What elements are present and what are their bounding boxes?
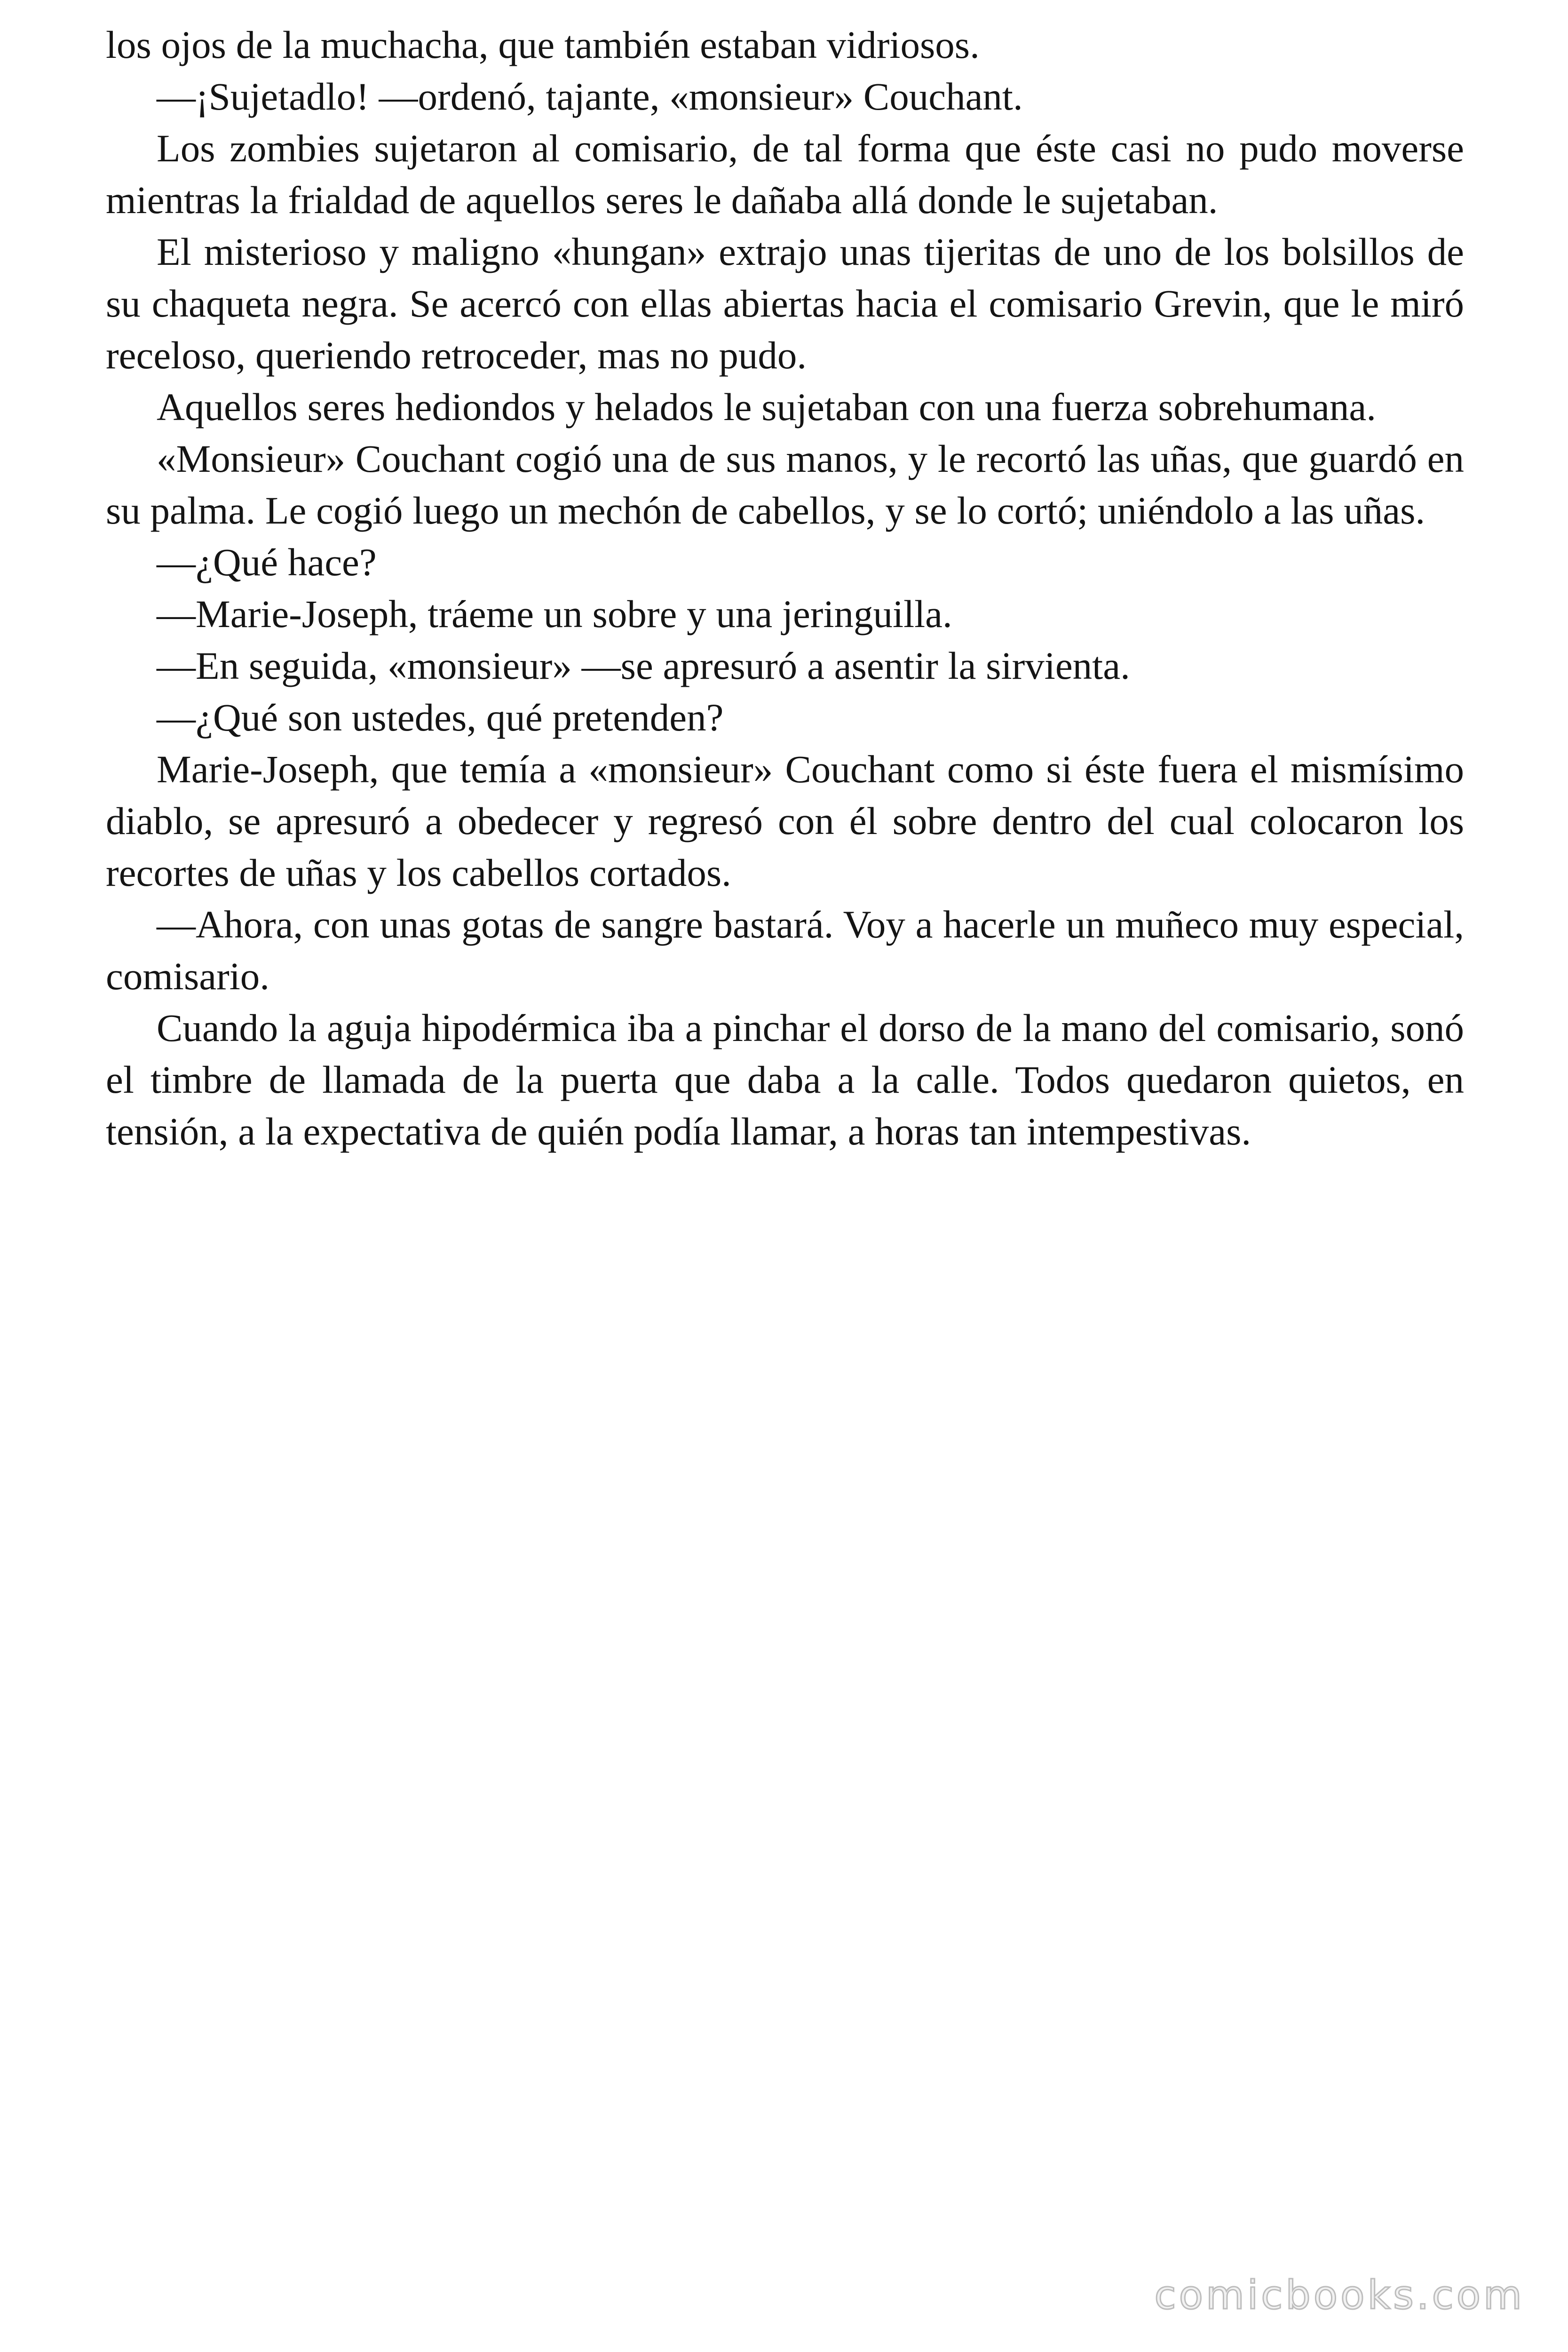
- paragraph: Aquellos seres hediondos y helados le sujetaban con una fuerza sobrehumana.: [157, 385, 1376, 429]
- paragraph-dialogue: —¡Sujetadlo! —ordenó, tajante, «monsieur» Couchant.: [157, 75, 1023, 118]
- paragraph-dialogue: —¿Qué son ustedes, qué pretenden?: [157, 696, 724, 739]
- paragraph: Los zombies sujetaron al comisario, de tal forma que éste casi no pudo moverse mientras la frialdad de aquellos seres le dañaba allá donde le sujetaban.: [106, 127, 1464, 222]
- paragraph: Marie-Joseph, que temía a «monsieur» Couchant como si éste fuera el mismísimo diablo, se apresuró a obedecer y regresó con él sobre dentro del cual colocaron los recortes de uñas y los cabellos cortados.: [106, 747, 1464, 894]
- page-body: [106, 19, 1464, 1157]
- paragraph: El misterioso y maligno «hungan» extrajo unas tijeritas de uno de los bolsillos de su chaqueta negra. Se acercó con ellas abiertas hacia el comisario Grevin, que le miró receloso, queriendo retroceder, mas no pudo.: [106, 230, 1464, 377]
- paragraph-continuation: los ojos de la muchacha, que también estaban vidriosos.: [106, 23, 980, 66]
- paragraph: «Monsieur» Couchant cogió una de sus manos, y le recortó las uñas, que guardó en su palma. Le cogió luego un mechón de cabellos, y se lo cortó; uniéndolo a las uñas.: [106, 437, 1464, 532]
- paragraph-dialogue: —¿Qué hace?: [157, 540, 377, 584]
- paragraph-dialogue: —Marie-Joseph, tráeme un sobre y una jeringuilla.: [157, 592, 952, 636]
- paragraph: Cuando la aguja hipodérmica iba a pinchar el dorso de la mano del comisario, sonó el timbre de llamada de la puerta que daba a la calle. Todos quedaron quietos, en tensión, a la expectativa de quién podía llamar, a horas tan intempestivas.: [106, 1006, 1464, 1153]
- paragraph-dialogue: —En seguida, «monsieur» —se apresuró a asentir la sirvienta.: [157, 644, 1130, 687]
- paragraph-dialogue: —Ahora, con unas gotas de sangre bastará. Voy a hacerle un muñeco muy especial, comisario.: [106, 903, 1464, 998]
- watermark: comicbooks.com: [1154, 2272, 1525, 2318]
